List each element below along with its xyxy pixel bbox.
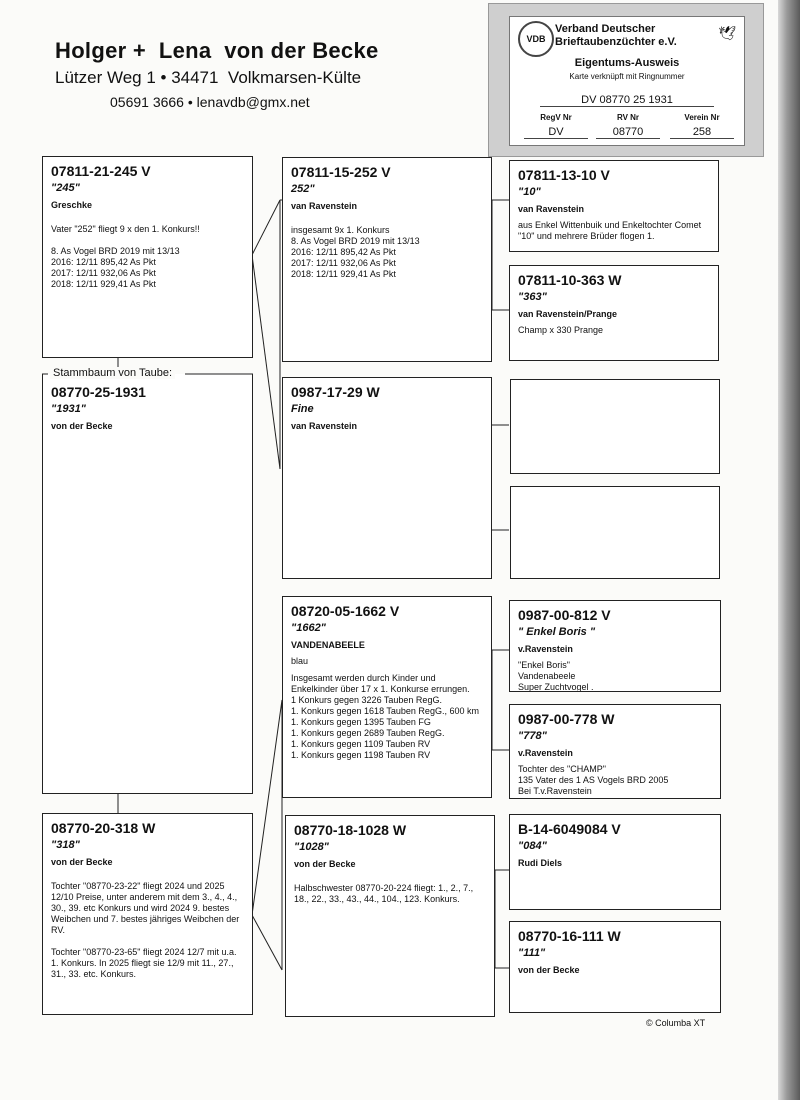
ggs1-description: aus Enkel Wittenbuik und Enkeltochter Comet "10" und mehrere Brüder flogen 1. xyxy=(518,220,702,241)
grandsire-maternal-box xyxy=(282,596,492,798)
gs2-breeder: VANDENABEELE xyxy=(291,640,365,650)
ggd3-breeder: v.Ravenstein xyxy=(518,748,573,758)
ggs3-description: "Enkel Boris" Vandenabeele Super Zuchtvogel . xyxy=(518,660,594,692)
ggd4-breeder: von der Becke xyxy=(518,965,580,975)
gs2-color: blau xyxy=(291,656,309,666)
dam-name: "318" xyxy=(51,839,80,851)
dam-ring: 08770-20-318 W xyxy=(51,820,156,836)
grandsire-paternal-box xyxy=(282,157,492,362)
pedigree-label: Stammbaum von Taube: xyxy=(50,367,175,379)
card-regv-value: DV xyxy=(524,126,588,139)
sire-breeder: Greschke xyxy=(51,200,93,210)
ggd2-box-empty xyxy=(510,486,720,579)
sire-name: "245" xyxy=(51,182,80,194)
gd1-name: Fine xyxy=(291,403,314,415)
gd2-breeder: von der Becke xyxy=(294,859,356,869)
owner-address: Lützer Weg 1 • 34471 Volkmarsen-Külte xyxy=(55,68,362,87)
gs2-name: "1662" xyxy=(291,622,326,634)
ggs4-breeder: Rudi Diels xyxy=(518,858,563,868)
gs2-ring: 08720-05-1662 V xyxy=(291,603,400,619)
ggs3-ring: 0987-00-812 V xyxy=(518,607,611,623)
gs1-ring: 07811-15-252 V xyxy=(291,164,391,180)
card-verein-value: 258 xyxy=(670,126,734,139)
card-regv-label: RegV Nr xyxy=(540,113,572,122)
card-org-line2: Brieftaubenzüchter e.V. xyxy=(555,36,677,48)
ggd3-ring: 0987-00-778 W xyxy=(518,711,615,727)
ggs4-box xyxy=(509,814,721,910)
sire-ring: 07811-21-245 V xyxy=(51,163,151,179)
gd2-name: "1028" xyxy=(294,841,329,853)
ggd4-box xyxy=(509,921,721,1013)
ggs1-ring: 07811-13-10 V xyxy=(518,167,610,183)
ggs3-box xyxy=(509,600,721,692)
ggd4-name: "111" xyxy=(518,947,546,959)
gs1-name: 252" xyxy=(291,183,315,195)
ggd3-name: "778" xyxy=(518,730,547,742)
ggs4-name: "084" xyxy=(518,840,547,852)
gs1-description: insgesamt 9x 1. Konkurs 8. As Vogel BRD 2019 mit 13/13 2016: 12/11 895,42 As Pkt 2017: 12/11 932,06 As Pkt 2018: 12/11 929,41 As Pkt xyxy=(291,225,420,279)
owner-contact: 05691 3666 • lenavdb@gmx.net xyxy=(110,94,310,110)
subject-name: "1931" xyxy=(51,403,86,415)
ggd3-box xyxy=(509,704,721,799)
vdb-logo-icon: VDB xyxy=(518,21,554,57)
ggd1-name: "363" xyxy=(518,291,547,303)
copyright: © Columba XT xyxy=(646,1018,706,1028)
card-rv-label: RV Nr xyxy=(616,113,640,122)
dam-breeder: von der Becke xyxy=(51,857,113,867)
card-rv-value: 08770 xyxy=(596,126,660,139)
gd2-description: Halbschwester 08770-20-224 fliegt: 1., 2., 7., 18., 22., 33., 43., 44., 104., 123. Konkurs. xyxy=(294,883,474,904)
card-title: Eigentums-Ausweis xyxy=(574,57,680,69)
ggs1-name: "10" xyxy=(518,186,541,198)
gs1-breeder: van Ravenstein xyxy=(291,201,358,211)
ggd1-ring: 07811-10-363 W xyxy=(518,272,622,288)
granddam-paternal-box xyxy=(282,377,492,579)
owner-name: Holger + Lena von der Becke xyxy=(55,38,379,63)
ggd1-breeder: van Ravenstein/Prange xyxy=(518,309,618,319)
subject-breeder: von der Becke xyxy=(51,421,113,431)
gd2-ring: 08770-18-1028 W xyxy=(294,822,407,838)
ggd1-description: Champ x 330 Prange xyxy=(518,325,604,335)
gd1-ring: 0987-17-29 W xyxy=(291,384,380,400)
ggs4-ring: B-14-6049084 V xyxy=(518,821,621,837)
card-subtitle: Karte verknüpft mit Ringnummer xyxy=(569,72,685,81)
card-verein-label: Verein Nr xyxy=(684,113,720,122)
ggs3-name: " Enkel Boris " xyxy=(518,626,596,638)
ggs1-box xyxy=(509,160,719,252)
ggd1-box xyxy=(509,265,719,361)
pigeon-icon: 🕊 xyxy=(718,25,736,41)
sire-description: Vater "252" fliegt 9 x den 1. Konkurs!! 8. As Vogel BRD 2019 mit 13/13 2016: 12/11 895,42 As Pkt 2017: 12/11 932,06 As Pkt 2018: 12/11 929,41 As Pkt xyxy=(51,224,200,289)
dam-description: Tochter "08770-23-22" fliegt 2024 und 2025 12/10 Preise, unter anderem mit dem 3., 4., 4., 30., 39. etc Konkurs und wird 2024 9. bestes Weibchen und 7. bestes jähriges Weibchen der RV. Tochter "08770-23-65" fliegt 2024 12/7 mit u.a. 1. Konkurs. In 2025 fliegt sie 12/9 mit 11., 27., 31., 33. etc. Konkurs. xyxy=(51,881,240,979)
gd1-breeder: van Ravenstein xyxy=(291,421,358,431)
card-org-line1: Verband Deutscher xyxy=(555,23,656,35)
ggs3-breeder: v.Ravenstein xyxy=(518,644,573,654)
ggs1-breeder: van Ravenstein xyxy=(518,204,585,214)
subject-ring: 08770-25-1931 xyxy=(51,384,146,400)
card-ring-number: DV 08770 25 1931 xyxy=(540,94,714,107)
ggs2-box-empty xyxy=(510,379,720,474)
dam-box xyxy=(42,813,253,1015)
granddam-maternal-box xyxy=(285,815,495,1017)
ggd4-ring: 08770-16-111 W xyxy=(518,928,621,944)
ggd3-description: Tochter des "CHAMP" 135 Vater des 1 AS Vogels BRD 2005 Bei T.v.Ravenstein xyxy=(518,764,669,796)
gs2-description: Insgesamt werden durch Kinder und Enkelkinder über 17 x 1. Konkurse errungen. 1 Konkurs gegen 3226 Tauben RegG. 1. Konkurs gegen 1618 Tauben RegG., 600 km 1. Konkurs gegen 1395 Tauben FG 1. Konkurs gegen 2689 Tauben RegG. 1. Konkurs gegen 1109 Tauben RV 1. Konkurs gegen 1198 Tauben RV xyxy=(291,673,479,760)
